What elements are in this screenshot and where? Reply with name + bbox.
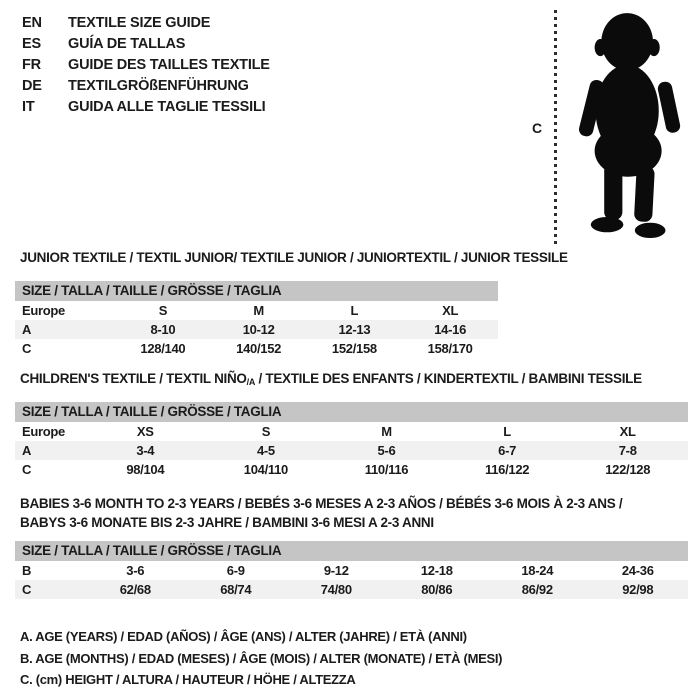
size-cell: 104/110 xyxy=(243,462,288,477)
size-cell: 14-16 xyxy=(434,322,466,337)
size-cell: 8-10 xyxy=(150,322,176,337)
size-cell: L xyxy=(350,303,359,318)
children-section-title xyxy=(20,371,642,387)
lang-code-de: DE xyxy=(22,78,42,94)
size-cell: 62/68 xyxy=(119,582,151,597)
size-cell: XL xyxy=(619,424,636,439)
size-cell: 128/140 xyxy=(140,341,186,356)
size-cell: 110/116 xyxy=(364,462,409,477)
size-cell: 6-7 xyxy=(498,443,517,458)
children-size-table xyxy=(15,402,688,479)
size-cell: 140/152 xyxy=(236,341,282,356)
babies-section-title-line1: BABIES 3-6 MONTH TO 2-3 YEARS / BEBÉS 3-6 MESES A 2-3 AÑOS / BÉBÉS 3-6 MOIS À 2-3 ANS / xyxy=(20,496,623,511)
junior-table-header: SIZE / TALLA / TAILLE / GRÖSSE / TAGLIA xyxy=(15,281,498,301)
height-measure-label: C xyxy=(532,120,543,136)
size-cell: 9-12 xyxy=(323,563,349,578)
row-label: B xyxy=(22,563,32,578)
size-cell: M xyxy=(253,303,264,318)
note-age-months: B. AGE (MONTHS) / EDAD (MESES) / ÂGE (MOIS) / ALTER (MONATE) / ETÀ (MESI) xyxy=(20,650,503,666)
size-cell: 3-6 xyxy=(126,563,145,578)
junior-section-title: JUNIOR TEXTILE / TEXTIL JUNIOR/ TEXTILE JUNIOR / JUNIORTEXTIL / JUNIOR TESSILE xyxy=(20,250,568,265)
junior-row-europe xyxy=(15,301,498,320)
lang-row-de xyxy=(22,76,270,97)
babies-section-title-line2: BABYS 3-6 MONATE BIS 2-3 JAHRE / BAMBINI 3-6 MESI A 2-3 ANNI xyxy=(20,515,434,530)
row-label: C xyxy=(22,582,32,597)
children-title-post: / TEXTILE DES ENFANTS / KINDERTEXTIL / BAMBINI TESSILE xyxy=(255,371,642,386)
size-cell: 12-18 xyxy=(420,563,453,578)
lang-row-en xyxy=(22,13,270,34)
note-height-cm: C. (cm) HEIGHT / ALTURA / HAUTEUR / HÖHE / ALTEZZA xyxy=(20,672,356,687)
junior-size-table xyxy=(15,281,498,358)
size-cell: 116/122 xyxy=(485,462,530,477)
size-cell: 158/170 xyxy=(427,341,473,356)
children-title-pre: CHILDREN'S TEXTILE / TEXTIL NIÑO xyxy=(20,371,247,386)
children-row-height xyxy=(15,460,688,479)
size-cell: S xyxy=(261,424,271,439)
row-label: Europe xyxy=(22,303,65,318)
lang-code-it: IT xyxy=(22,99,35,115)
lang-row-es xyxy=(22,34,270,55)
size-cell: 24-36 xyxy=(621,563,654,578)
size-figure xyxy=(528,4,698,250)
size-cell: 3-4 xyxy=(136,443,155,458)
row-label: Europe xyxy=(22,424,65,439)
children-table-header: SIZE / TALLA / TAILLE / GRÖSSE / TAGLIA xyxy=(15,402,688,422)
legend-notes xyxy=(20,626,502,691)
babies-size-table xyxy=(15,541,688,599)
size-cell: 18-24 xyxy=(521,563,554,578)
lang-code-es: ES xyxy=(22,36,41,52)
row-label: C xyxy=(22,341,32,356)
row-label: A xyxy=(22,443,32,458)
note-age-years: A. AGE (YEARS) / EDAD (AÑOS) / ÂGE (ANS) / ALTER (JAHRE) / ETÀ (ANNI) xyxy=(20,629,467,644)
size-cell: L xyxy=(503,424,511,439)
size-cell: 68/74 xyxy=(220,582,252,597)
size-cell: 4-5 xyxy=(256,443,275,458)
lang-row-it xyxy=(22,97,270,118)
junior-row-height xyxy=(15,339,498,358)
babies-row-months xyxy=(15,561,688,580)
size-cell: 86/92 xyxy=(521,582,553,597)
lang-label-fr: GUIDE DES TAILLES TEXTILE xyxy=(68,57,270,73)
size-cell: 74/80 xyxy=(320,582,352,597)
size-cell: 80/86 xyxy=(421,582,453,597)
babies-row-height xyxy=(15,580,688,599)
size-cell: 5-6 xyxy=(377,443,396,458)
language-guide-header xyxy=(22,13,270,118)
lang-row-fr xyxy=(22,55,270,76)
row-label: A xyxy=(22,322,32,337)
size-cell: 122/128 xyxy=(605,462,651,477)
height-measure-dotted-line xyxy=(554,10,557,248)
size-cell: XL xyxy=(442,303,459,318)
size-cell: 98/104 xyxy=(126,462,165,477)
children-title-subscript: /A xyxy=(246,377,256,387)
lang-code-fr: FR xyxy=(22,57,41,73)
lang-label-es: GUÍA DE TALLAS xyxy=(68,36,186,52)
size-cell: XS xyxy=(136,424,154,439)
size-cell: 92/98 xyxy=(622,582,654,597)
size-cell: S xyxy=(158,303,168,318)
children-row-age xyxy=(15,441,688,460)
junior-row-age xyxy=(15,320,498,339)
size-cell: 10-12 xyxy=(242,322,275,337)
size-cell: 12-13 xyxy=(338,322,371,337)
lang-label-it: GUIDA ALLE TAGLIE TESSILI xyxy=(68,99,266,115)
size-cell: 152/158 xyxy=(331,341,377,356)
lang-label-en: TEXTILE SIZE GUIDE xyxy=(68,15,211,31)
children-row-europe xyxy=(15,422,688,441)
size-cell: M xyxy=(381,424,392,439)
lang-code-en: EN xyxy=(22,15,42,31)
babies-table-header: SIZE / TALLA / TAILLE / GRÖSSE / TAGLIA xyxy=(15,541,688,561)
size-cell: 7-8 xyxy=(618,443,637,458)
lang-label-de: TEXTILGRÖßENFÜHRUNG xyxy=(68,78,249,94)
row-label: C xyxy=(22,462,32,477)
toddler-silhouette-icon xyxy=(564,6,698,248)
size-cell: 6-9 xyxy=(226,563,245,578)
